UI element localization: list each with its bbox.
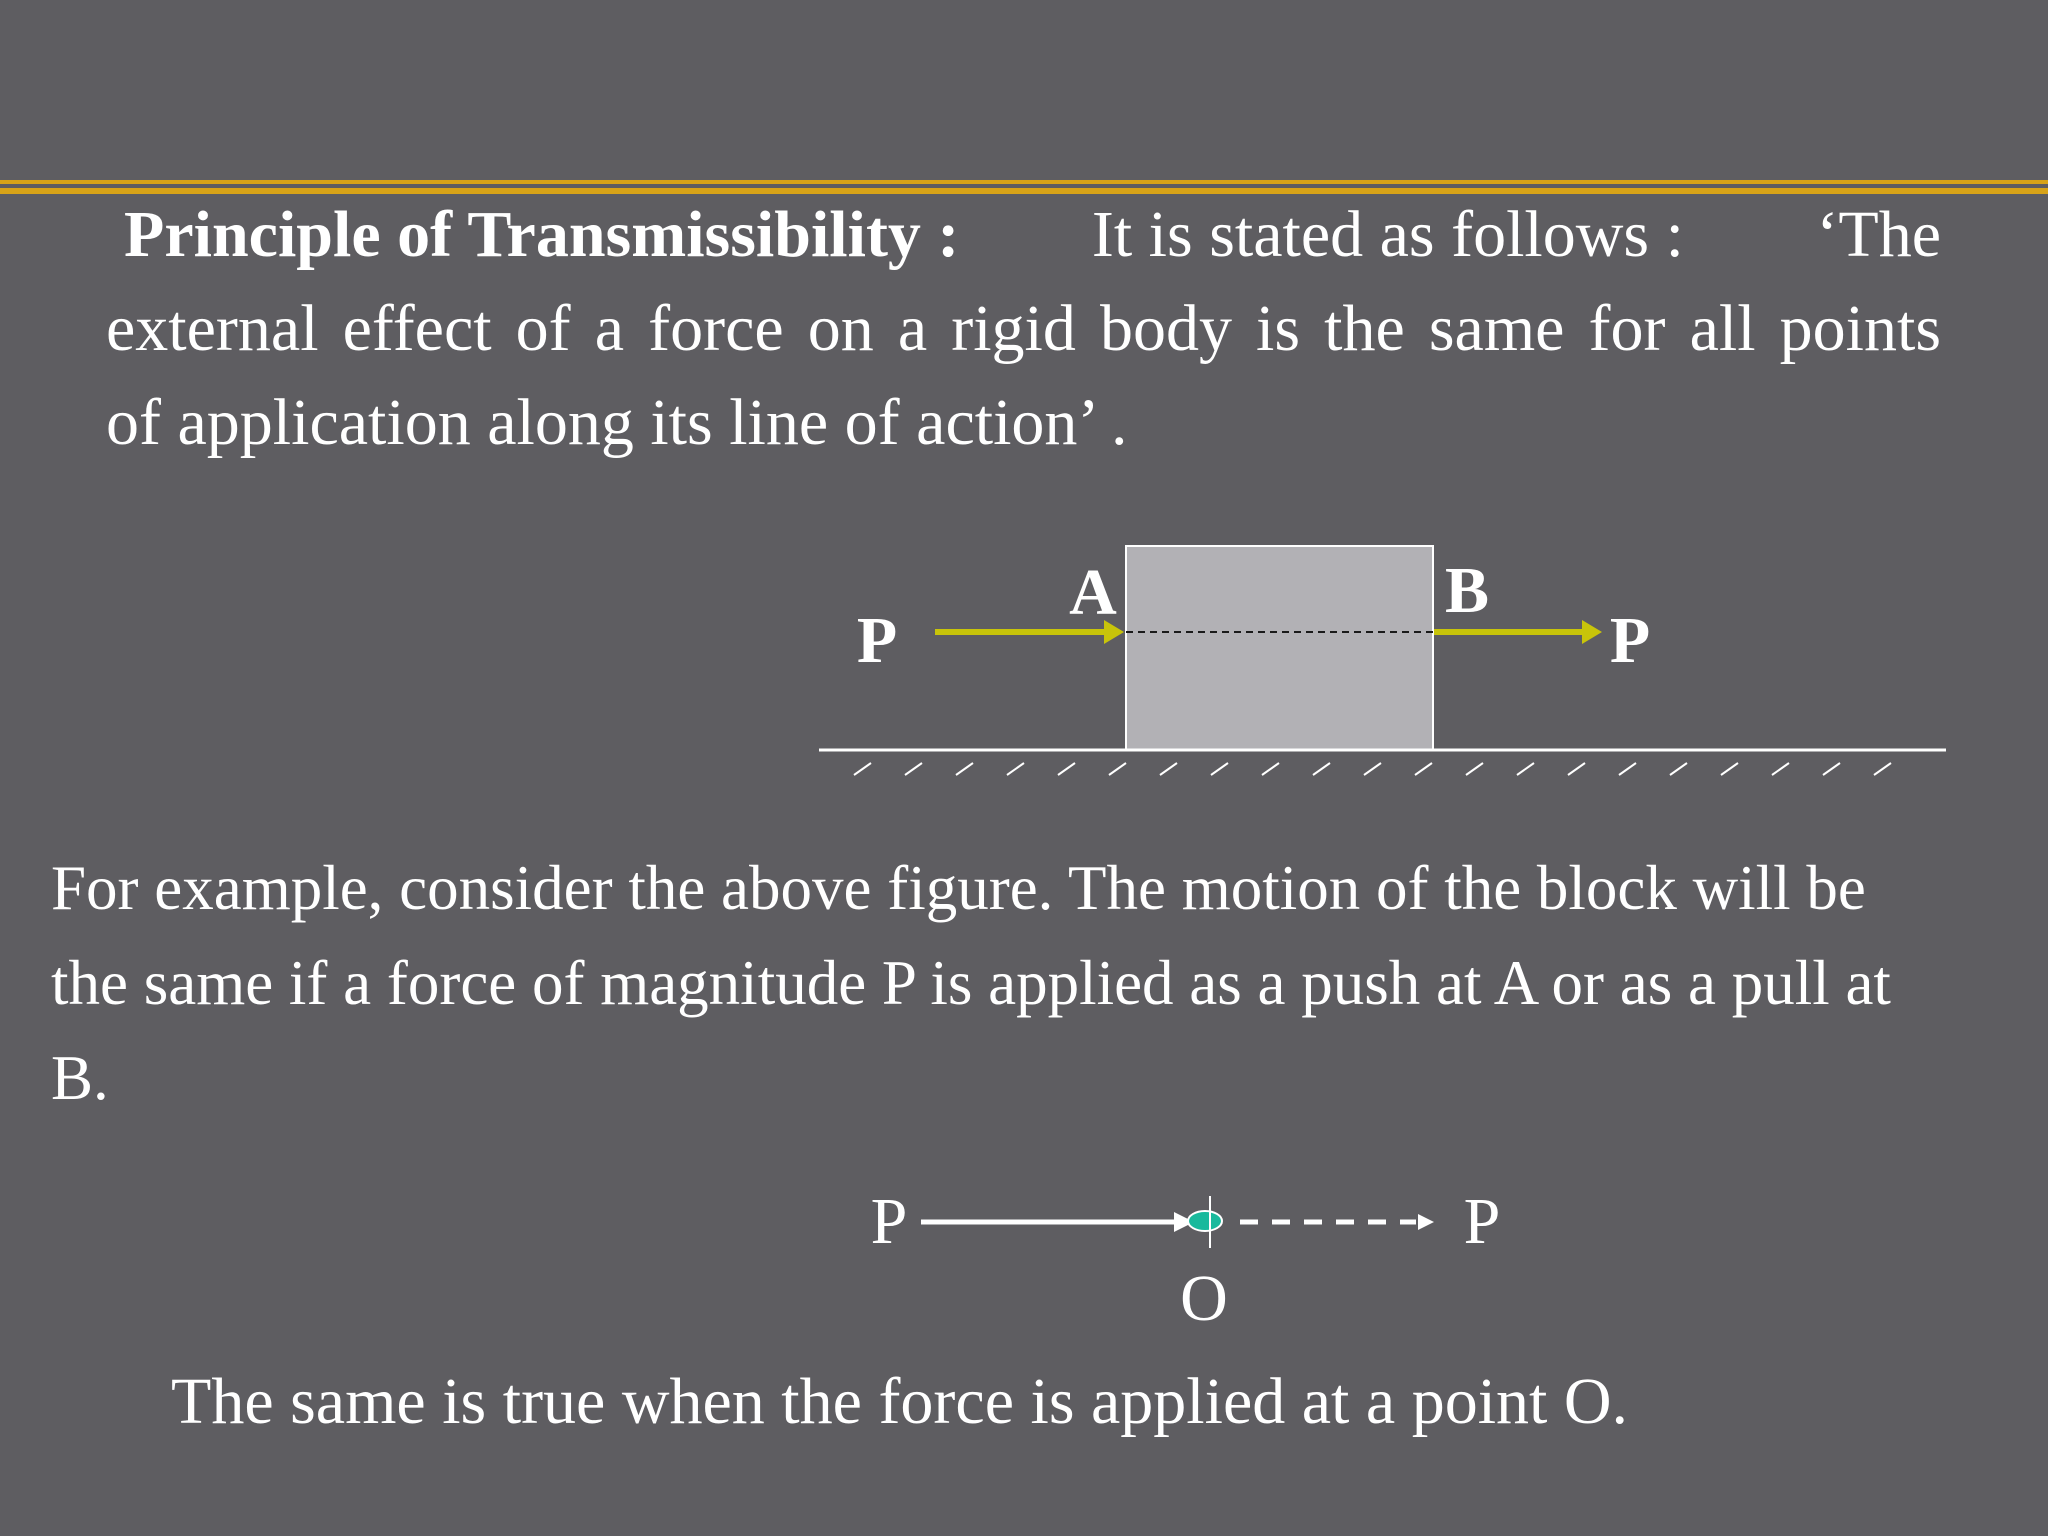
conclusion-text: The same is true when the force is applied at a point O. xyxy=(171,1365,1629,1438)
statement-quote-start: ‘The xyxy=(1816,198,1941,271)
label-point-b: B xyxy=(1444,554,1490,627)
label-right-force: P xyxy=(1609,604,1651,677)
label-point-a: A xyxy=(1069,556,1117,629)
example-line-2: the same if a force of magnitude P is applied as a push at A or as a pull at xyxy=(51,948,1891,1018)
dashed-force-head xyxy=(1418,1214,1434,1230)
label-left-force: P xyxy=(856,604,898,677)
statement-intro: It is stated as follows : xyxy=(1091,198,1684,271)
label-right-force-o: P xyxy=(1463,1185,1501,1258)
statement-line-3: of application along its line of action’ . xyxy=(106,386,1128,459)
label-point-o: O xyxy=(1180,1262,1228,1335)
label-left-force-o: P xyxy=(870,1185,908,1258)
point-o-marker xyxy=(1188,1211,1222,1231)
principle-heading: Principle of Transmissibility : xyxy=(124,198,960,271)
example-line-3: B. xyxy=(51,1043,109,1113)
statement-line-2: external effect of a force on a rigid body is the same for all points xyxy=(106,292,1941,365)
example-line-1: For example, consider the above figure. The motion of the block will be xyxy=(51,853,1866,923)
